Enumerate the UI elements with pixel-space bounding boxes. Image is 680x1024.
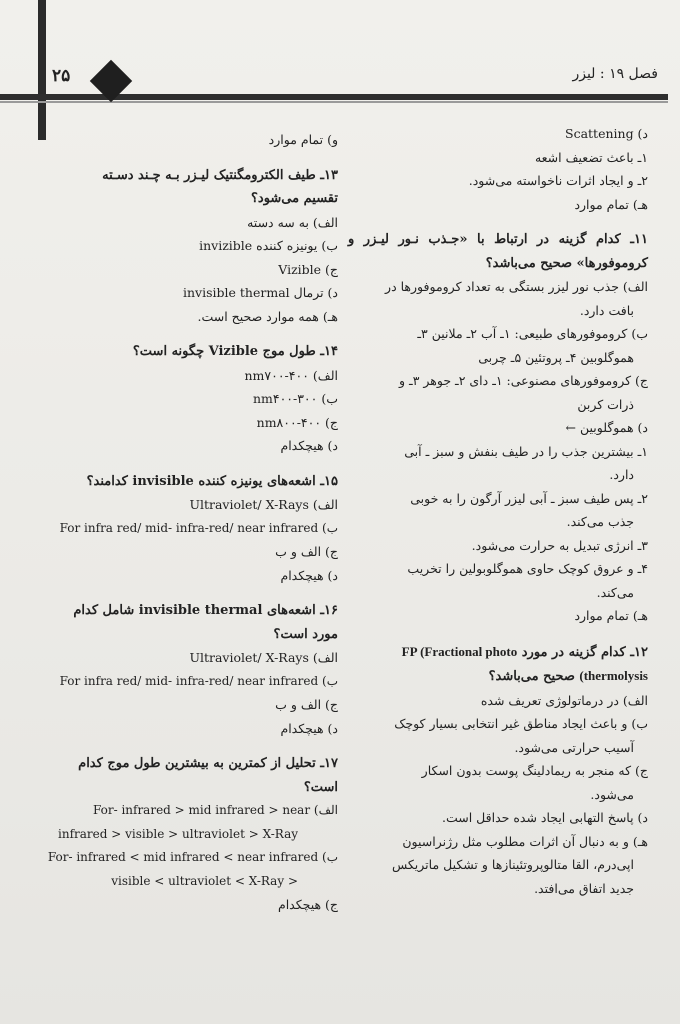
option-line: ۴ـ و عروق کوچک حاوی هموگلوبولین را تخریب — [407, 561, 648, 576]
q12-en-part: FP (Fractional photo — [401, 643, 518, 659]
question-16-title-cont: مورد است؟ — [273, 626, 338, 642]
option-line: د) هیچکدام — [280, 567, 338, 583]
option-line: هـ) همه موارد صحیح است. — [197, 308, 338, 324]
chapter-title: فصل ۱۹ : لیزر — [572, 66, 658, 82]
option-line: ج) الف و ب — [275, 544, 338, 559]
question-16-title: ۱۶ـ اشعه‌های invisible thermal شامل کدام — [73, 603, 338, 618]
option-line: ب) یونیزه کننده invizible — [199, 238, 338, 253]
option-line: اپی‌درم، القا متالوپروتئینازها و تشکیل ماتریکس — [391, 857, 634, 872]
option-line: ب) For infra red/ mid- infra-red/ near infrared — [59, 520, 338, 535]
option-line: ج) الف و ب — [275, 697, 338, 712]
q12-fa-part2: صحیح می‌باشد؟ — [488, 669, 575, 684]
option-line: هموگلوبین ۴ـ پروتئین ۵ـ چربی — [478, 349, 634, 365]
option-line: الف) Ultraviolet/ X-Rays — [189, 497, 338, 512]
option-line: ج) nm۸۰۰-۴۰۰ — [256, 414, 338, 430]
option-line: ب) کروموفورهای طبیعی: ۱ـ آب ۲ـ ملانین ۳ـ — [417, 326, 648, 341]
question-12-title — [348, 640, 648, 665]
option-line: ج) که منجر به ریمادلینگ پوست بدون اسکار — [421, 763, 648, 778]
option-line: آسیب حرارتی می‌شود. — [514, 739, 634, 755]
option-line: د) Scattening — [565, 126, 648, 141]
option-line: ۲ـ و ایجاد اثرات ناخواسته می‌شود. — [468, 173, 648, 188]
option-line: ۳ـ انرژی تبدیل به حرارت می‌شود. — [471, 537, 648, 553]
option-line: جذب می‌کند. — [566, 514, 634, 529]
option-line: د) ترمال invisible thermal — [183, 285, 338, 300]
option-line: ج) کروموفورهای مصنوعی: ۱ـ دای ۲ـ جوهر ۳ـ و — [399, 373, 648, 388]
option-line: < visible < ultraviolet < X-Ray — [111, 873, 298, 888]
left-column — [48, 128, 338, 917]
q12-fa-part: ۱۲ـ کدام گزینه در مورد — [521, 644, 648, 660]
option-line: هـ) و به دنبال آن اثرات مطلوب مثل رژنراسیون — [402, 833, 648, 849]
option-line: د) پاسخ التهابی ایجاد شده حداقل است. — [441, 810, 648, 825]
q12-en-part2: (thermolysis — [579, 668, 648, 683]
option-line: د) هیچکدام — [280, 720, 338, 736]
option-line: د) هیچکدام — [280, 438, 338, 453]
question-15-title: ۱۵ـ اشعه‌های یونیزه کننده invisible کدامند؟ — [86, 473, 338, 489]
page-edge-bar — [38, 0, 46, 140]
option-line: ب) For- infrared < mid infrared < near infrared — [47, 850, 338, 864]
option-line: هـ) تمام موارد — [574, 196, 648, 212]
option-line: ب) nm۴۰۰-۳۰۰ — [252, 391, 338, 406]
option-line: ج) Vizible — [278, 261, 338, 277]
option-line: می‌کند. — [596, 584, 634, 600]
option-line: ب) و باعث ایجاد مناطق غیر انتخابی بسیار کوچک — [394, 716, 648, 731]
question-11-title: ۱۱ـ کدام گزینه در ارتباط با «جـذب نـور لیـزر و — [348, 232, 648, 247]
option-line: هـ) تمام موارد — [574, 608, 648, 623]
option-line: می‌شود. — [590, 786, 634, 802]
header-rule-thin — [0, 101, 668, 103]
question-12-title-cont — [348, 664, 648, 689]
question-17-title: ۱۷ـ تحلیل از کمترین به بیشترین طول موج کدام — [78, 756, 338, 771]
option-line: دارد. — [609, 467, 634, 482]
question-13-title-cont: تقسیم می‌شود؟ — [251, 191, 338, 206]
header-rule — [0, 94, 668, 100]
option-line: الف) nm۷۰۰-۴۰۰ — [244, 367, 338, 383]
option-line: الف) For- infrared > mid infrared > near — [92, 803, 338, 817]
page-number: ۲۵ — [52, 66, 71, 86]
question-14-title: ۱۴ـ طول موج Vizible چگونه است؟ — [132, 344, 338, 359]
option-line: الف) در درماتولوژی تعریف شده — [480, 692, 648, 708]
option-line: الف) به سه دسته — [247, 214, 338, 230]
option-line: ۱ـ باعث تضعیف اشعه — [534, 149, 648, 165]
option-line: د) هموگلوبین ← — [565, 420, 648, 435]
option-line: ۱ـ بیشترین جذب را در طیف بنفش و سبز ـ آبی — [404, 443, 648, 459]
option-line: و) تمام موارد — [268, 132, 338, 147]
question-13-title: ۱۳ـ طیف الکترومگنتیک لیـزر بـه چـند دسـته — [102, 167, 338, 183]
right-column — [348, 122, 648, 900]
option-line: ۲ـ پس طیف سبز ـ آبی لیزر آرگون را به خوبی — [410, 490, 648, 506]
question-11-title-cont: کروموفورها» صحیح می‌باشد؟ — [485, 255, 648, 271]
option-line: الف) Ultraviolet/ X-Rays — [189, 650, 338, 665]
option-line: بافت دارد. — [579, 302, 634, 318]
option-line: ب) For infra red/ mid- infra-red/ near infrared — [59, 673, 338, 688]
option-line: ذرات کربن — [577, 396, 634, 412]
option-line: infrared > visible > ultraviolet > X-Ray — [58, 826, 298, 841]
option-line: ج) هیچکدام — [277, 897, 338, 912]
option-line: الف) جذب نور لیزر بستگی به تعداد کروموفورها در — [385, 279, 648, 294]
question-17-title-cont: است؟ — [303, 779, 338, 795]
option-line: جدید اتفاق می‌افتد. — [534, 880, 634, 896]
